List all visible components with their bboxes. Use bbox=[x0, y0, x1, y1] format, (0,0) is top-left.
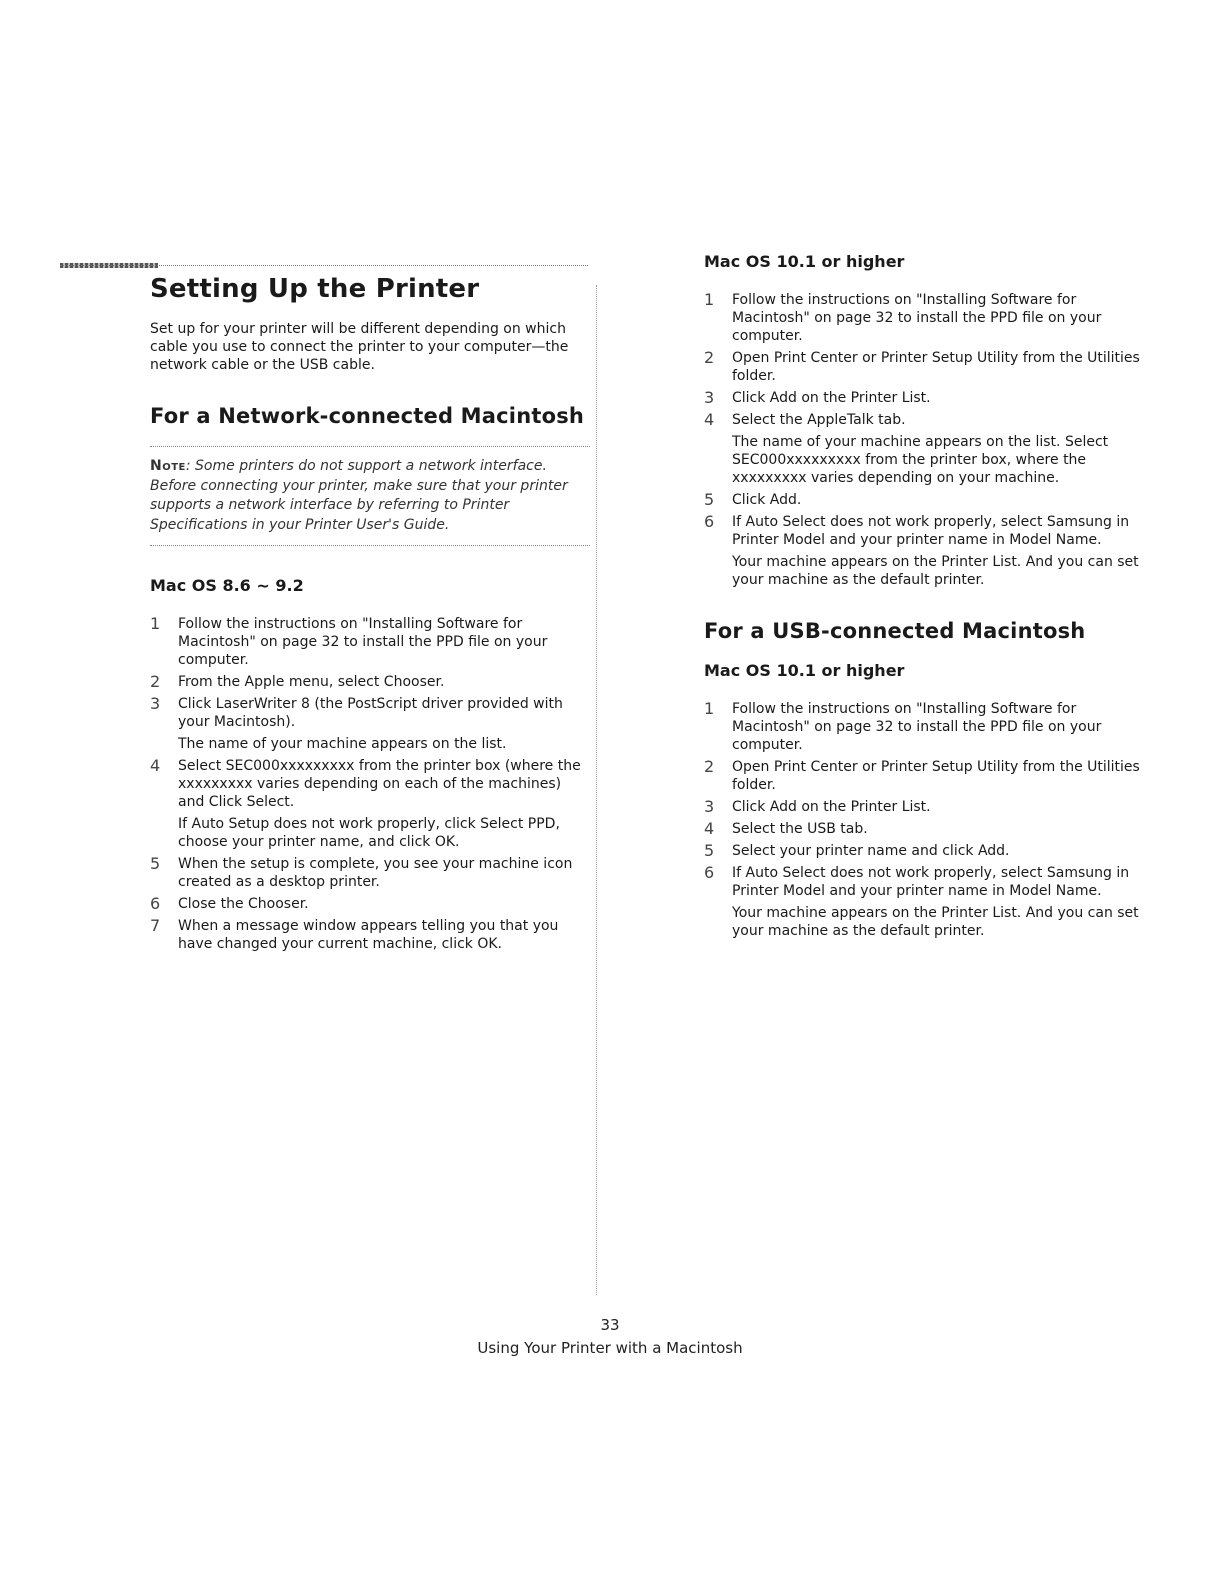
step-number: 4 bbox=[704, 819, 715, 838]
step-number: 3 bbox=[704, 388, 715, 407]
list-item bbox=[704, 513, 1144, 589]
step-number: 6 bbox=[150, 894, 161, 913]
step-text: If Auto Select does not work properly, select Samsung in Printer Model and your printer name in Model Name. bbox=[732, 865, 1130, 899]
step-text: Select the USB tab. bbox=[732, 821, 868, 837]
os-heading-classic: Mac OS 8.6 ~ 9.2 bbox=[150, 576, 304, 595]
step-text: Select SEC000xxxxxxxxx from the printer box (where the xxxxxxxxx varies depending on each of the machines) and Click Select. bbox=[178, 758, 581, 810]
list-item bbox=[704, 864, 1144, 940]
list-item bbox=[704, 798, 1144, 816]
step-text: When a message window appears telling you that you have changed your current machine, click OK. bbox=[178, 918, 559, 952]
note-text: : Some printers do not support a network interface. Before connecting your printer, make sure that your printer supports a network interface by referring to Printer Specifications in your Printer User's Guide. bbox=[150, 458, 568, 533]
step-number: 3 bbox=[150, 694, 161, 713]
step-text: Open Print Center or Printer Setup Utility from the Utilities folder. bbox=[732, 759, 1140, 793]
list-item bbox=[150, 757, 590, 851]
list-item bbox=[150, 895, 590, 913]
step-number: 5 bbox=[704, 490, 715, 509]
step-text: Select your printer name and click Add. bbox=[732, 843, 1010, 859]
step-extra: The name of your machine appears on the list. Select SEC000xxxxxxxxx from the printer box, where the xxxxxxxxx varies depending on your machine. bbox=[732, 434, 1109, 486]
usb-section-heading: For a USB-connected Macintosh bbox=[704, 619, 1086, 643]
step-number: 1 bbox=[704, 290, 715, 309]
list-item bbox=[704, 842, 1144, 860]
page-title: Setting Up the Printer bbox=[150, 274, 480, 304]
step-number: 2 bbox=[704, 348, 715, 367]
step-number: 2 bbox=[704, 757, 715, 776]
step-text: From the Apple menu, select Chooser. bbox=[178, 674, 445, 690]
step-text: If Auto Select does not work properly, select Samsung in Printer Model and your printer name in Model Name. bbox=[732, 514, 1130, 548]
osx-usb-steps-list bbox=[704, 700, 1144, 940]
classic-steps-list bbox=[150, 615, 590, 953]
step-text: Follow the instructions on "Installing Software for Macintosh" on page 32 to install the PPD file on your computer. bbox=[178, 616, 548, 668]
step-text: Close the Chooser. bbox=[178, 896, 309, 912]
step-number: 5 bbox=[150, 854, 161, 873]
step-number: 4 bbox=[704, 410, 715, 429]
os-heading-osx-network: Mac OS 10.1 or higher bbox=[704, 252, 905, 271]
step-extra: The name of your machine appears on the list. bbox=[178, 736, 507, 752]
left-column bbox=[150, 274, 590, 957]
right-column bbox=[704, 252, 1144, 944]
step-text: Click Add. bbox=[732, 492, 802, 508]
note-label: Note bbox=[150, 458, 186, 474]
list-item bbox=[150, 855, 590, 891]
step-text: Click Add on the Printer List. bbox=[732, 799, 931, 815]
step-number: 1 bbox=[150, 614, 161, 633]
list-item bbox=[704, 491, 1144, 509]
list-item bbox=[704, 411, 1144, 487]
step-extra: Your machine appears on the Printer List. And you can set your machine as the default printer. bbox=[732, 905, 1139, 939]
step-number: 4 bbox=[150, 756, 161, 775]
step-number: 2 bbox=[150, 672, 161, 691]
list-item bbox=[150, 695, 590, 753]
step-number: 6 bbox=[704, 512, 715, 531]
page-number: 33 bbox=[600, 1316, 620, 1334]
list-item bbox=[704, 291, 1144, 345]
step-text: Open Print Center or Printer Setup Utility from the Utilities folder. bbox=[732, 350, 1140, 384]
osx-network-steps-list bbox=[704, 291, 1144, 589]
step-extra: Your machine appears on the Printer List. And you can set your machine as the default printer. bbox=[732, 554, 1139, 588]
step-number: 7 bbox=[150, 916, 161, 935]
list-item bbox=[704, 758, 1144, 794]
column-divider bbox=[596, 285, 597, 1295]
network-section-heading: For a Network-connected Macintosh bbox=[150, 404, 585, 428]
list-item bbox=[704, 820, 1144, 838]
step-number: 1 bbox=[704, 699, 715, 718]
note-paragraph bbox=[150, 457, 590, 535]
list-item bbox=[704, 349, 1144, 385]
step-text: When the setup is complete, you see your machine icon created as a desktop printer. bbox=[178, 856, 573, 890]
chapter-title: Using Your Printer with a Macintosh bbox=[477, 1339, 743, 1357]
step-text: Click Add on the Printer List. bbox=[732, 390, 931, 406]
step-text: Follow the instructions on "Installing Software for Macintosh" on page 32 to install the PPD file on your computer. bbox=[732, 701, 1102, 753]
step-number: 5 bbox=[704, 841, 715, 860]
step-text: Select the AppleTalk tab. bbox=[732, 412, 906, 428]
step-extra: If Auto Setup does not work properly, click Select PPD, choose your printer name, and click OK. bbox=[178, 816, 560, 850]
note-box bbox=[150, 446, 590, 546]
list-item bbox=[150, 615, 590, 669]
step-text: Follow the instructions on "Installing Software for Macintosh" on page 32 to install the PPD file on your computer. bbox=[732, 292, 1102, 344]
step-text: Click LaserWriter 8 (the PostScript driver provided with your Macintosh). bbox=[178, 696, 563, 730]
os-heading-osx-usb: Mac OS 10.1 or higher bbox=[704, 661, 905, 680]
header-rule bbox=[60, 265, 588, 266]
intro-paragraph: Set up for your printer will be different depending on which cable you use to connect the printer to your computer—the network cable or the USB cable. bbox=[150, 321, 569, 373]
step-number: 6 bbox=[704, 863, 715, 882]
step-number: 3 bbox=[704, 797, 715, 816]
list-item bbox=[150, 917, 590, 953]
list-item bbox=[704, 389, 1144, 407]
list-item bbox=[150, 673, 590, 691]
list-item bbox=[704, 700, 1144, 754]
